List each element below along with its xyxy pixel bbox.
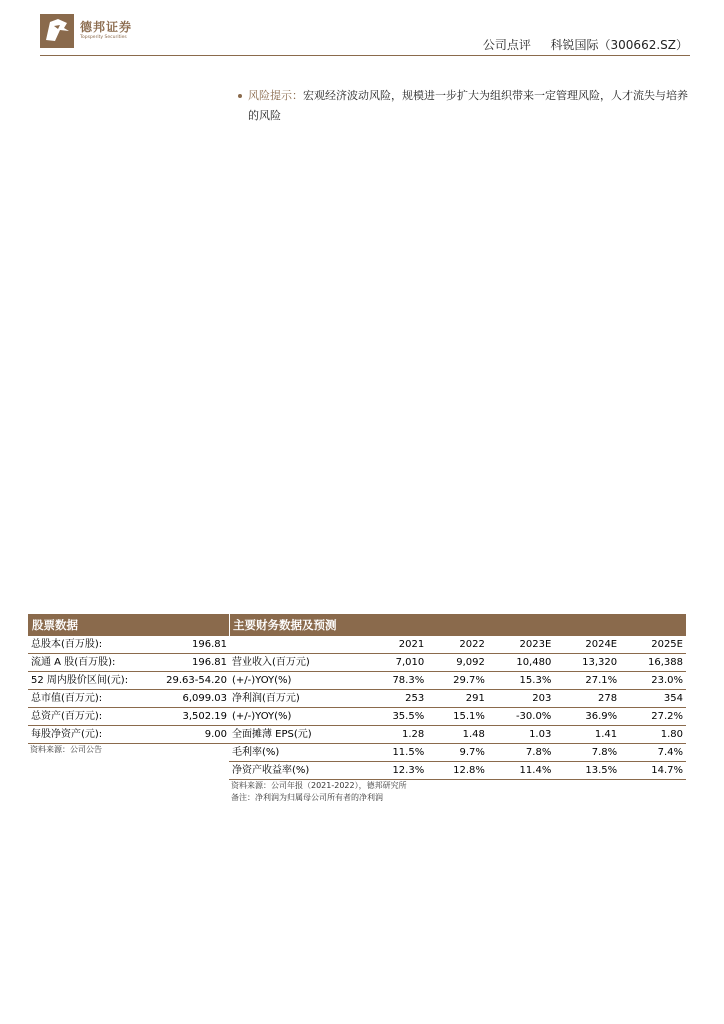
metric-value: 11.5% xyxy=(367,744,428,762)
table-row xyxy=(229,726,686,744)
metric-value: 1.03 xyxy=(488,726,554,744)
report-header xyxy=(483,36,688,53)
stock-row-value: 196.81 xyxy=(151,636,231,654)
metric-value: -30.0% xyxy=(488,708,554,726)
metric-value: 7.4% xyxy=(620,744,686,762)
table-row xyxy=(28,672,230,690)
risk-text: 宏观经济波动风险，规模进一步扩大为组织带来一定管理风险，人才流失与培养的风险 xyxy=(248,89,688,122)
metric-label: 净资产收益率(%) xyxy=(229,762,367,780)
metric-value: 12.3% xyxy=(367,762,428,780)
metric-label: 毛利率(%) xyxy=(229,744,367,762)
metric-value: 10,480 xyxy=(488,654,554,672)
metric-value: 354 xyxy=(620,690,686,708)
metric-value: 278 xyxy=(554,690,620,708)
financials-table xyxy=(229,636,686,780)
year-header: 2024E xyxy=(554,636,620,654)
stock-row-value: 196.81 xyxy=(151,654,231,672)
metric-value: 16,388 xyxy=(620,654,686,672)
stock-data-source: 资料来源：公司公告 xyxy=(30,745,102,754)
brand-logo-icon xyxy=(40,14,74,48)
financials-title: 主要财务数据及预测 xyxy=(229,614,686,636)
metric-value: 291 xyxy=(427,690,488,708)
metric-value: 9,092 xyxy=(427,654,488,672)
metric-value: 13.5% xyxy=(554,762,620,780)
metric-value: 15.1% xyxy=(427,708,488,726)
stock-row-label: 总资产(百万元): xyxy=(28,708,151,726)
metric-label: 营业收入(百万元) xyxy=(229,654,367,672)
risk-title: 风险提示： xyxy=(248,89,303,102)
metric-label: (+/-)YOY(%) xyxy=(229,708,367,726)
table-row xyxy=(229,672,686,690)
year-header: 2023E xyxy=(488,636,554,654)
year-header: 2022 xyxy=(427,636,488,654)
table-header-label xyxy=(229,636,367,654)
metric-value: 15.3% xyxy=(488,672,554,690)
stock-data-panel xyxy=(28,614,230,756)
header-divider xyxy=(40,55,690,56)
stock-row-value: 6,099.03 xyxy=(151,690,231,708)
metric-value: 12.8% xyxy=(427,762,488,780)
table-row xyxy=(229,708,686,726)
metric-value: 253 xyxy=(367,690,428,708)
company-ticker: 科锐国际（300662.SZ） xyxy=(550,38,688,52)
table-row xyxy=(28,726,230,744)
metric-value: 27.1% xyxy=(554,672,620,690)
metric-value: 7,010 xyxy=(367,654,428,672)
stock-row-value: 3,502.19 xyxy=(151,708,231,726)
metric-label: 净利润(百万元) xyxy=(229,690,367,708)
metric-value: 9.7% xyxy=(427,744,488,762)
stock-row-value: 29.63-54.20 xyxy=(151,672,231,690)
report-type: 公司点评 xyxy=(482,38,531,52)
metric-value: 14.7% xyxy=(620,762,686,780)
brand-name-en: Topsperity Securities xyxy=(80,35,127,40)
financials-source: 资料来源：公司年报（2021-2022），德邦研究所 xyxy=(231,781,407,790)
stock-data-title: 股票数据 xyxy=(28,614,230,636)
metric-value: 23.0% xyxy=(620,672,686,690)
stock-row-label: 52 周内股价区间(元): xyxy=(28,672,151,690)
table-row xyxy=(229,744,686,762)
table-row xyxy=(28,654,230,672)
metric-value: 78.3% xyxy=(367,672,428,690)
brand-name: 德邦证券 xyxy=(80,20,133,34)
metric-value: 13,320 xyxy=(554,654,620,672)
table-row xyxy=(229,690,686,708)
table-row xyxy=(28,690,230,708)
year-header: 2025E xyxy=(620,636,686,654)
stock-data-table xyxy=(28,636,230,744)
metric-value: 11.4% xyxy=(488,762,554,780)
stock-row-label: 总股本(百万股): xyxy=(28,636,151,654)
stock-row-label: 总市值(百万元): xyxy=(28,690,151,708)
metric-value: 27.2% xyxy=(620,708,686,726)
year-header: 2021 xyxy=(367,636,428,654)
table-row xyxy=(229,654,686,672)
metric-value: 1.80 xyxy=(620,726,686,744)
metric-label: 全面摊薄 EPS(元) xyxy=(229,726,367,744)
table-header-row xyxy=(229,636,686,654)
metric-value: 35.5% xyxy=(367,708,428,726)
metric-label: (+/-)YOY(%) xyxy=(229,672,367,690)
table-row xyxy=(229,762,686,780)
table-row xyxy=(28,636,230,654)
metric-value: 1.41 xyxy=(554,726,620,744)
stock-row-label: 流通 A 股(百万股): xyxy=(28,654,151,672)
metric-value: 1.48 xyxy=(427,726,488,744)
table-row xyxy=(28,708,230,726)
bullet-icon xyxy=(238,94,242,98)
metric-value: 29.7% xyxy=(427,672,488,690)
risk-warning xyxy=(248,86,694,126)
stock-row-label: 每股净资产(元): xyxy=(28,726,151,744)
stock-row-value: 9.00 xyxy=(151,726,231,744)
metric-value: 203 xyxy=(488,690,554,708)
brand-logo xyxy=(40,14,160,50)
metric-value: 7.8% xyxy=(554,744,620,762)
financials-note: 备注：净利润为归属母公司所有者的净利润 xyxy=(231,793,383,802)
metric-value: 1.28 xyxy=(367,726,428,744)
metric-value: 36.9% xyxy=(554,708,620,726)
financials-panel xyxy=(229,614,686,804)
metric-value: 7.8% xyxy=(488,744,554,762)
